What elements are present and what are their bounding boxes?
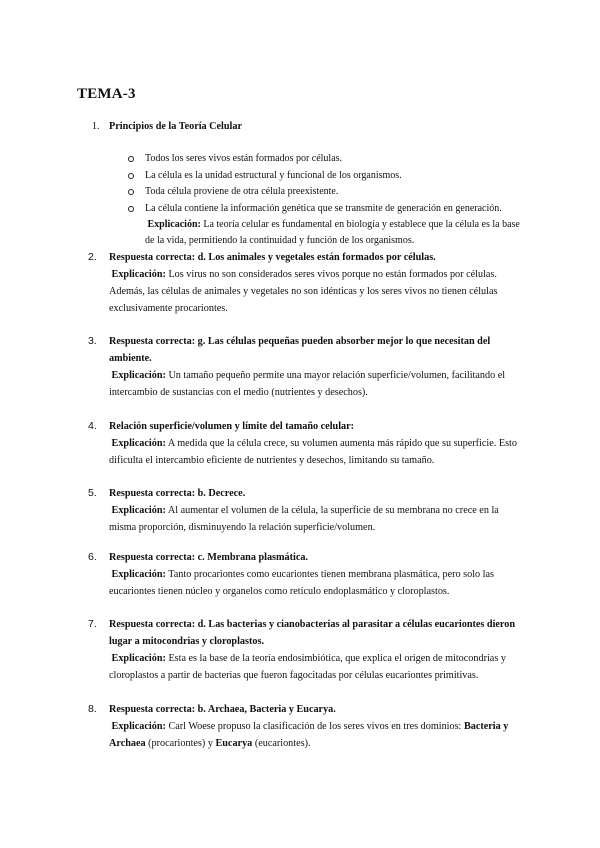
circle-bullet-icon — [128, 206, 134, 212]
explanation-label: Explicación: — [147, 219, 201, 231]
item-heading: Respuesta correcta: d. Las bacterias y cianobacterias al parasitar a células eucariontes dieron lugar a mitocondrias y cloroplastos. — [109, 619, 516, 647]
list-item-2 — [88, 249, 528, 317]
sub-item: La célula contiene la información genética que se transmite de generación en generación. — [128, 201, 528, 218]
item-explanation: Explicación: Un tamaño pequeño permite una mayor relación superficie/volumen, facilitando el intercambio de sustancias con el medio (nutrientes y desechos). — [109, 370, 506, 398]
item-heading: Principios de la Teoría Celular — [109, 121, 243, 132]
explanation-label: Explicación: — [111, 569, 166, 580]
item-number: 8. — [88, 703, 97, 715]
sub-item: La célula es la unidad estructural y funcional de los organismos. — [128, 168, 528, 185]
sub-item: Todos los seres vivos están formados por células. — [128, 151, 528, 168]
item-explanation: Explicación: Al aumentar el volumen de la célula, la superficie de su membrana no crece en la misma proporción, disminuyendo la relación superficie/volumen. — [109, 505, 499, 533]
list-item-4 — [88, 418, 528, 469]
item-heading: Respuesta correcta: b. Archaea, Bacteria y Eucarya. — [109, 704, 336, 715]
explanation-label: Explicación: — [111, 269, 166, 280]
item-explanation: Explicación: Los virus no son considerados seres vivos porque no están formados por células. Además, las células de animales y vegetales no son idénticas y los seres vivos no tienen células exclusivamente procariontes. — [109, 269, 498, 314]
item-number: 4. — [88, 420, 97, 432]
item-number: 1. — [92, 121, 100, 132]
domain-name-bold: Bacteria y Archaea — [109, 721, 509, 749]
explanation-label: Explicación: — [111, 438, 166, 449]
explanation-label: Explicación: — [111, 653, 166, 664]
item-heading: Respuesta correcta: b. Decrece. — [109, 488, 246, 499]
explanation-label: Explicación: — [111, 721, 166, 732]
item-explanation: Explicación: Carl Woese propuso la clasificación de los seres vivos en tres dominios: Bacteria y Archaea (procariontes) y Eucarya (eucariontes). — [109, 721, 509, 749]
item-heading: Respuesta correcta: g. Las células pequeñas pueden absorber mejor lo que necesitan del ambiente. — [109, 336, 491, 364]
list-item-7 — [88, 616, 528, 684]
circle-bullet-icon — [128, 156, 134, 162]
domain-name-bold: Eucarya — [215, 738, 253, 749]
item-heading: Relación superficie/volumen y límite del tamaño celular: — [109, 421, 355, 432]
item-explanation: Explicación: Esta es la base de la teoría endosimbiótica, que explica el origen de mitocondrias y cloroplastos a partir de bacterias que fueron fagocitadas por células eucariontes primitivas. — [109, 653, 506, 681]
list-item-8 — [88, 701, 528, 752]
sub-item: Toda célula proviene de otra célula preexistente. — [128, 184, 528, 201]
circle-bullet-icon — [128, 189, 134, 195]
item-number: 2. — [88, 251, 97, 263]
list-item-5 — [88, 485, 528, 536]
item-number: 3. — [88, 335, 97, 347]
list-item-3 — [88, 333, 528, 401]
item-number: 6. — [88, 551, 97, 563]
item-number: 7. — [88, 618, 97, 630]
item-explanation: Explicación: A medida que la célula crece, su volumen aumenta más rápido que su superficie. Esto dificulta el intercambio eficiente de nutrientes y desechos, limitando su tamaño. — [109, 438, 517, 466]
list-item-6 — [88, 549, 528, 600]
item-explanation: Explicación: Tanto procariontes como eucariontes tienen membrana plasmática, pero solo las eucariontes tienen núcleo y organelos como retículo endoplasmático y cloroplastos. — [109, 569, 494, 597]
principles-list — [128, 151, 528, 249]
item-heading: Respuesta correcta: d. Los animales y vegetales están formados por células. — [109, 252, 436, 263]
explanation-label: Explicación: — [111, 505, 166, 516]
list-item-1 — [88, 118, 528, 135]
explanation-label: Explicación: — [111, 370, 166, 381]
item-explanation: Explicación: La teoría celular es fundamental en biología y establece que la célula es la base de la vida, permitiendo la continuidad y función de los organismos. — [145, 219, 520, 247]
circle-bullet-icon — [128, 173, 134, 179]
page-title: TEMA-3 — [77, 86, 136, 102]
item-heading: Respuesta correcta: c. Membrana plasmática. — [109, 552, 308, 563]
item-number: 5. — [88, 487, 97, 499]
